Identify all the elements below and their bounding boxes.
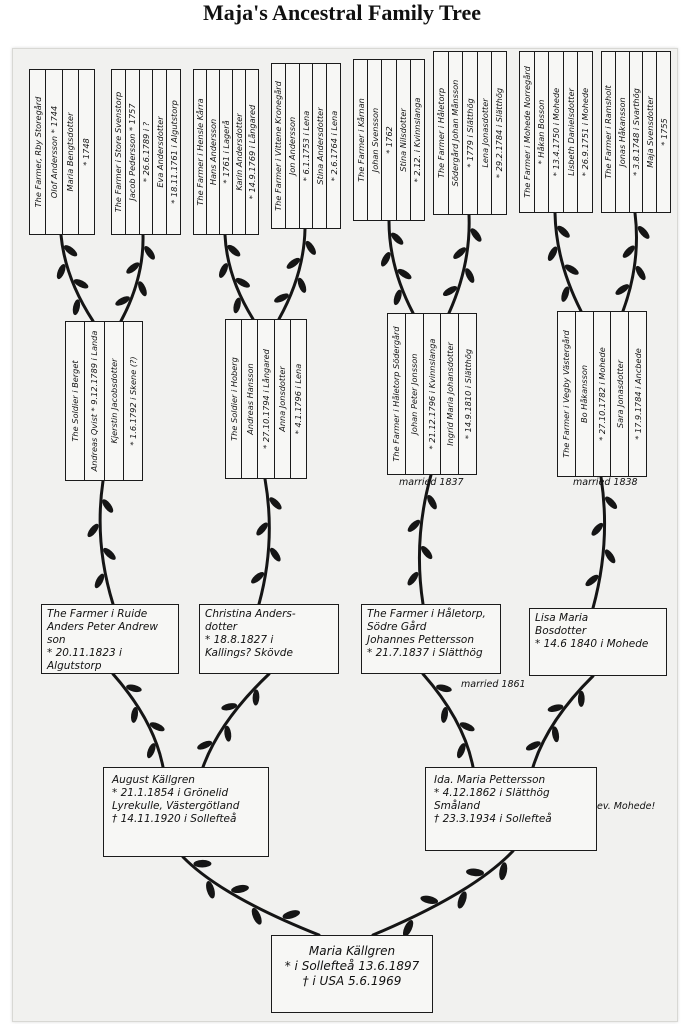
ancestor-text: * 14.9.1769 i Långared [247,104,257,200]
vine-stem [449,215,469,313]
vine-stem [593,477,605,608]
ancestor-text: The Farmer i Mohede Norregård [521,66,532,198]
ancestor-box-gen4-7 [519,51,593,213]
ancestor-text: Jon Andersson [287,116,298,176]
leaf-icon [304,239,318,256]
ancestor-text: Lisbeth Danielsdotter [565,88,576,176]
grandparent-box-4 [529,608,667,676]
ancestor-text: Karin Andersdotter [234,113,244,191]
vine-stem [100,481,113,604]
leaf-icon [231,884,250,895]
ancestor-text: The Soldier i Hoberg [228,357,239,441]
ancestor-text: Olof Andersson * 1744 [48,105,59,199]
parent-box-ida [425,767,597,851]
leaf-icon [466,868,485,877]
ancestor-text: Jonas Håkansson [617,97,628,167]
married-note-1837: married 1837 [399,477,464,488]
leaf-icon [603,548,618,565]
ancestor-text: The Farmer i Vittene Kronegård [273,81,284,211]
ancestor-text: The Farmer i Hensle Kårra [195,98,205,206]
ancestor-text: Lena Jonasdotter [479,98,490,168]
root-box-maria [271,935,433,1013]
ancestor-box-gen4-3 [193,69,259,235]
leaf-icon [254,521,269,538]
ancestor-text: * 18.11.1761 i Algutstorp [168,100,179,204]
leaf-icon [193,860,211,868]
leaf-icon [268,546,283,563]
ancestor-text: * 1755 [658,118,669,146]
married-note-1838: married 1838 [573,477,638,488]
leaf-icon [636,224,652,240]
grandparent-box-2 [199,604,339,674]
ancestor-box-gen4-4 [271,63,341,229]
ancestor-text: Kjerstin Jacobsdotter [108,358,119,444]
leaf-icon [406,570,421,587]
vine-stem [373,851,513,935]
ancestor-box-gen4-1 [29,69,95,235]
vine-stem [533,676,593,767]
ancestor-text: The Farmer i Kårnan [355,98,366,182]
vine-stem [203,674,269,767]
ancestor-text: The Farmer i Vegby Västergård [561,330,572,458]
ancestor-text: Johan Svensson [369,107,380,173]
vine-stem [279,229,305,319]
ancestor-text: Andreas Qvist * 9.12.1789 i Landa [89,330,100,472]
ancestor-text: * 1779 i Slätthög [464,98,475,168]
ancestor-text: * 1762 [384,126,394,154]
leaf-icon [590,521,606,537]
grandparent-box-1 [41,604,179,674]
ancestor-text: Stina Andersdotter [314,107,325,185]
vine-stem [121,235,143,321]
ancestor-text: * 1.6.1792 i Skene (?) [127,356,138,446]
ancestor-text: Andreas Hansson [244,363,255,435]
ancestor-text: Maja Svensdotter [644,96,655,168]
ancestor-text: The Farmer i Ruide Anders Peter Andrew son * 20.11.1823 i Algutstorp [47,608,158,672]
ancestor-text: The Soldier i Berget [70,360,81,442]
ancestor-text: * 2.6.1764 i Lena [328,110,339,182]
ancestor-text: The Farmer i Store Svenstorp [113,91,124,213]
ancestor-box-gen3-2 [225,319,307,479]
ancestor-text: August Källgren * 21.1.1854 i Grönelid Lyrekulle, Västergötland † 14.11.1920 i Sollefteå [112,774,240,825]
vine-stem [183,857,319,935]
ancestor-text: Sara Jonasdotter [614,359,625,429]
leaf-icon [578,691,585,707]
ancestor-text: Jacob Pedersson * 1757 [127,103,138,201]
ancestor-text: * 13.4.1750 i Mohede [550,87,561,177]
ancestor-text: * 14.9.1810 i Slätthög [462,348,473,440]
ancestor-text: * 6.1.1753 i Lena [300,110,311,182]
ancestor-text: The Farmer i Håletorp [435,87,446,179]
ancestor-text: * 1761 i Lagerå [221,120,231,184]
ancestor-text: Anna Jonsdotter [277,366,288,432]
ancestor-text: * 26.9.1751 i Mohede [580,87,591,177]
leaf-icon [100,498,115,515]
ancestor-text: * 27.10.1794 i Långared [261,349,271,449]
parent-box-august [103,767,269,857]
ancestor-text: Eva Andersdotter [154,116,165,188]
ancestor-text: Hans Andersson [208,118,218,186]
ancestor-text: * 2.12. i Kvinnslanga [412,97,423,183]
ancestor-text: Christina Anders- dotter * 18.8.1827 i Kallings? Skövde [205,608,296,659]
leaf-icon [419,544,434,561]
ancestor-text: Maria Källgren * i Sollefteå 13.6.1897 † i USA 5.6.1969 [284,944,420,988]
ancestor-text: Johan Peter Jonsson [409,353,420,435]
ancestor-box-gen3-1 [65,321,143,481]
ancestor-text: Lisa Maria Bosdotter * 14.6 1840 i Mohede [535,612,649,650]
ancestor-text: The Farmer i Håletorp, Södre Gård Johannes Pettersson * 21.7.1837 i Slätthög [367,608,486,659]
family-tree-sheet [12,48,678,1022]
ancestor-text: Bo Håkansson [579,364,590,424]
ancestor-text: Ida. Maria Pettersson * 4.12.1862 i Slätthög Småland † 23.3.1934 i Sollefteå [434,774,552,825]
vine-stem [259,479,269,604]
ancestor-box-gen4-5 [353,59,425,221]
ancestor-box-gen4-6 [433,51,507,215]
leaf-icon [142,244,157,261]
ancestor-text: Ingrid Maria Johansdotter [444,342,455,446]
ancestor-text: * 1748 [81,138,92,166]
ev-mohede-note: ev. Mohede! [597,801,656,812]
ancestor-text: * 27.10.1782 i Mohede [596,347,607,441]
ancestor-text: The Farmer i Ramsholt [603,85,614,179]
ancestor-box-gen4-8 [601,51,671,213]
ancestor-box-gen3-3 [387,313,477,475]
leaf-icon [86,522,101,539]
ancestor-text: Maria Bengtsdotter [65,112,76,192]
ancestor-text: * 29.2.1784 i Slätthög [494,87,505,179]
married-note-1861: married 1861 [461,679,526,690]
leaf-icon [469,227,484,244]
vine-stem [419,475,431,604]
ancestor-text: * 21.12.1796 i Kvinnslanga [426,338,437,450]
ancestor-box-gen4-2 [111,69,181,235]
ancestor-text: Stina Nilsdotter [398,108,409,172]
ancestor-text: * 3.8.1748 i Svarthög [630,88,641,176]
ancestor-text: Södergård Johan Månsson [450,79,461,187]
vine-stem [623,213,637,311]
page-title: Maja's Ancestral Family Tree [203,0,481,25]
ancestor-text: * 17.9.1784 i Ancbede [632,348,643,440]
ancestor-text: * 4.1.1796 i Lena [293,363,304,435]
ancestor-text: * 26.6.1789 i ? [140,121,151,183]
ancestor-box-gen3-4 [557,311,647,477]
ancestor-text: * Håkan Bosson [536,99,547,165]
grandparent-box-3 [361,604,501,674]
ancestor-text: The Farmer i Håletorp Södergård [391,326,402,462]
ancestor-text: The Farmer, Rby Storegård [32,96,43,208]
